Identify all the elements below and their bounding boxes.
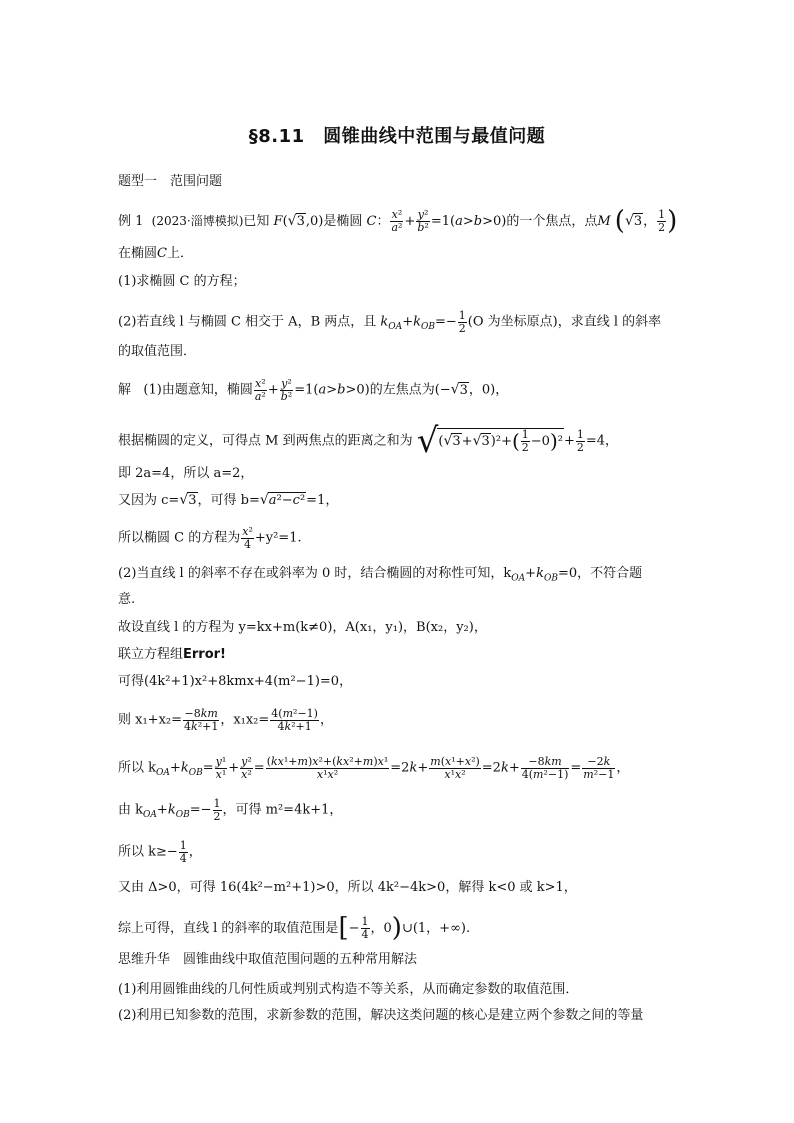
solution-line-2: 根据椭圆的定义，可得点 M 到两焦点的距离之和为 √(√3+√3)²+( $\frac{1}{2}$ −0)²+ $\frac{1}{2}$ =4， xyxy=(118,421,619,461)
solution-text: 的左焦点为(− xyxy=(369,382,451,398)
solution-line-13: 由 $k_{OA}+k_{OB}=-$ $\frac{1}{2}$ ，可得 m²=4k+1， xyxy=(118,797,343,823)
fraction: $\frac{-8km}{\text{4k²+1}}$ xyxy=(184,707,219,733)
solution-line-11 xyxy=(118,708,333,732)
solution-text: 由 k xyxy=(118,802,144,818)
solution-text: 联立方程组 xyxy=(118,647,184,662)
solution-line-3: 即 2a=4，所以 a=2， xyxy=(118,466,254,481)
solution-line-4: 又因为 c=√3，可得 b=√a²−c²=1， xyxy=(118,492,339,508)
fraction: $\frac{\text{m(x¹+x²)}}{\text{x¹x²}}$ xyxy=(430,755,480,781)
solution-line-15: 又由 Δ>0，可得 16(4k²−m²+1)>0，所以 4k²−4k>0，解得 k<0 或 k>1， xyxy=(118,880,577,895)
solution-text: ，0 xyxy=(370,920,392,936)
example-text: 已知 xyxy=(243,213,270,229)
solution-line-14 xyxy=(118,840,202,864)
fraction: $\frac{\text{x²}}{\text{a²}}$ xyxy=(391,208,403,234)
solution-text: ，0)， xyxy=(468,382,509,398)
solution-text: 根据椭圆的定义，可得点 M 到两焦点的距离之和为 xyxy=(118,433,413,449)
solution-text: 所以椭圆 C 的方程为 xyxy=(118,530,241,546)
error-text: Error! xyxy=(183,647,226,662)
fraction: $\frac{-8km}{\text{4(m²−1)}}$ xyxy=(521,755,569,781)
question-text: (2)若直线 l 与椭圆 C 相交于 A，B 两点，且 xyxy=(118,314,377,330)
solution-text: =0，不符合题 xyxy=(557,566,643,581)
solution-label: 解 xyxy=(118,382,132,398)
solution-line-9 xyxy=(118,647,226,663)
summary-heading: 思维升华 圆锥曲线中取值范围问题的五种常用解法 xyxy=(118,952,418,967)
solution-line-5 xyxy=(118,526,302,550)
fraction: $\frac{-2k}{\text{m²−1}}$ xyxy=(583,755,615,781)
fraction: $\frac{\text{y²}}{\text{b²}}$ xyxy=(417,208,429,234)
question-1: (1)求椭圆 C 的方程； xyxy=(118,274,246,289)
example-text: 上． xyxy=(166,246,193,261)
solution-text: (2)当直线 l 的斜率不存在或斜率为 0 时，结合椭圆的对称性可知，k xyxy=(118,566,512,581)
question-2-line-2: 的取值范围． xyxy=(118,344,197,359)
solution-text: =1， xyxy=(306,493,339,508)
solution-text: ， xyxy=(319,712,333,728)
example-text: 是椭圆 xyxy=(323,213,363,229)
fraction: $\frac{\text{4(m²−1)}}{\text{4k²+1}}$ xyxy=(271,707,318,733)
solution-text: ，x₁x₂= xyxy=(220,712,270,728)
page-title: §8.11 圆锥曲线中范围与最值问题 xyxy=(248,126,546,147)
solution-text: 综上可得，直线 l 的斜率的取值范围是 xyxy=(118,920,339,936)
fraction: $\frac{1}{2}$ xyxy=(658,208,666,234)
example-label: 例 1 xyxy=(118,213,144,229)
solution-line-6: (2)当直线 l 的斜率不存在或斜率为 0 时，结合椭圆的对称性可知，$k_{OA}+k_{OB}=0$，不符合题 xyxy=(118,566,643,584)
fraction: $\frac{\text{y²}}{\text{x²}}$ xyxy=(241,755,252,781)
fraction: $\frac{\text{y²}}{\text{b²}}$ xyxy=(280,377,293,403)
solution-text: ，可得 b= xyxy=(197,493,260,508)
solution-text: 所以 k xyxy=(118,760,157,776)
example-text: 在椭圆 xyxy=(118,246,158,261)
fraction: $\frac{1}{2}$ xyxy=(458,309,466,335)
solution-line-12: 所以 $k_{OA}+k_{OB}=$ $\frac{\text{y¹}}{\text{x¹}}$ + $\frac{\text{y²}}{\text{x²}}$ = $\frac{\text{(kx¹+m)x²+(kx²+m)x¹}}{\text{x¹x²}}$ =2k+ $\frac{\text{m(x¹+x²)}}{\text{x¹x²}}$ =2k+ $\frac{-8km}{\text{4(m²−1)}}$ = $\frac{-2k}{\text{m²−1}}$ ， xyxy=(118,755,630,781)
solution-text: 则 x₁+x₂= xyxy=(118,712,183,728)
solution-text: ，可得 m²=4k+1， xyxy=(222,802,343,818)
fraction: $\frac{1}{2}$ xyxy=(576,427,584,454)
solution-text: 所以 k≥− xyxy=(118,844,178,860)
fraction: $\frac{\text{x²}}{\text{a²}}$ xyxy=(254,377,266,403)
fraction: $\frac{\text{(kx¹+m)x²+(kx²+m)x¹}}{\text{x¹x²}}$ xyxy=(266,755,389,781)
solution-text: +y²=1. xyxy=(254,530,302,546)
summary-point-1: (1)利用圆锥曲线的几何性质或判别式构造不等关系，从而确定参数的取值范围． xyxy=(118,982,579,997)
solution-line-8: 故设直线 l 的方程为 y=kx+m(k≠0)，A(x₁，y₁)，B(x₂，y₂)， xyxy=(118,620,487,635)
solution-line-1: 解 (1)由题意知，椭圆 $\frac{\text{x²}}{\text{a²}}$ + $\frac{\text{y²}}{\text{b²}}$ =1(a>b>0)的左焦点为(−√3，0)， xyxy=(118,377,509,403)
fraction: $\frac{1}{4}$ xyxy=(179,839,187,865)
fraction: $\frac{\text{y¹}}{\text{x¹}}$ xyxy=(215,755,227,781)
fraction: $\frac{1}{2}$ xyxy=(213,797,221,823)
solution-text: ∪(1，+∞). xyxy=(401,920,471,936)
solution-line-16: 综上可得，直线 l 的斜率的取值范围是[− $\frac{1}{4}$ ，0)∪(1，+∞). xyxy=(118,913,471,943)
example-line-2: 在椭圆C上． xyxy=(118,246,193,261)
solution-text: ， xyxy=(188,844,202,860)
fraction: $\frac{1}{4}$ xyxy=(361,915,369,941)
example-text: 的一个焦点，点 xyxy=(506,213,598,229)
example-source: (2023·淄博模拟) xyxy=(151,213,244,228)
solution-line-7: 意. xyxy=(118,592,136,607)
solution-line-10: 可得(4k²+1)x²+8kmx+4(m²−1)=0， xyxy=(118,674,353,689)
section-heading: 题型一 范围问题 xyxy=(118,174,223,189)
example-line-1: 例 1 (2023·淄博模拟)已知 F(√3,0)是椭圆 C： $\frac{\text{x²}}{\text{a²}}$ + $\frac{\text{y²}}{\text{b²}}$ =1(a>b>0)的一个焦点，点M (√3， $\frac{1}{2}$ ) xyxy=(118,206,678,236)
question-text: (O 为坐标原点)，求直线 l 的斜率 xyxy=(467,314,662,330)
solution-text: 又因为 c= xyxy=(118,493,180,508)
solution-text: (1)由题意知，椭圆 xyxy=(143,382,253,398)
summary-point-2: (2)利用已知参数的范围，求新参数的范围，解决这类问题的核心是建立两个参数之间的等量 xyxy=(118,1008,644,1023)
fraction: $\frac{\text{x²}}{4}$ xyxy=(242,525,253,551)
question-2-line-1: (2)若直线 l 与椭圆 C 相交于 A，B 两点，且 $k_{OA}+k_{OB}=-$ $\frac{1}{2}$ (O 为坐标原点)，求直线 l 的斜率 xyxy=(118,309,662,335)
fraction: $\frac{1}{2}$ xyxy=(521,427,529,454)
